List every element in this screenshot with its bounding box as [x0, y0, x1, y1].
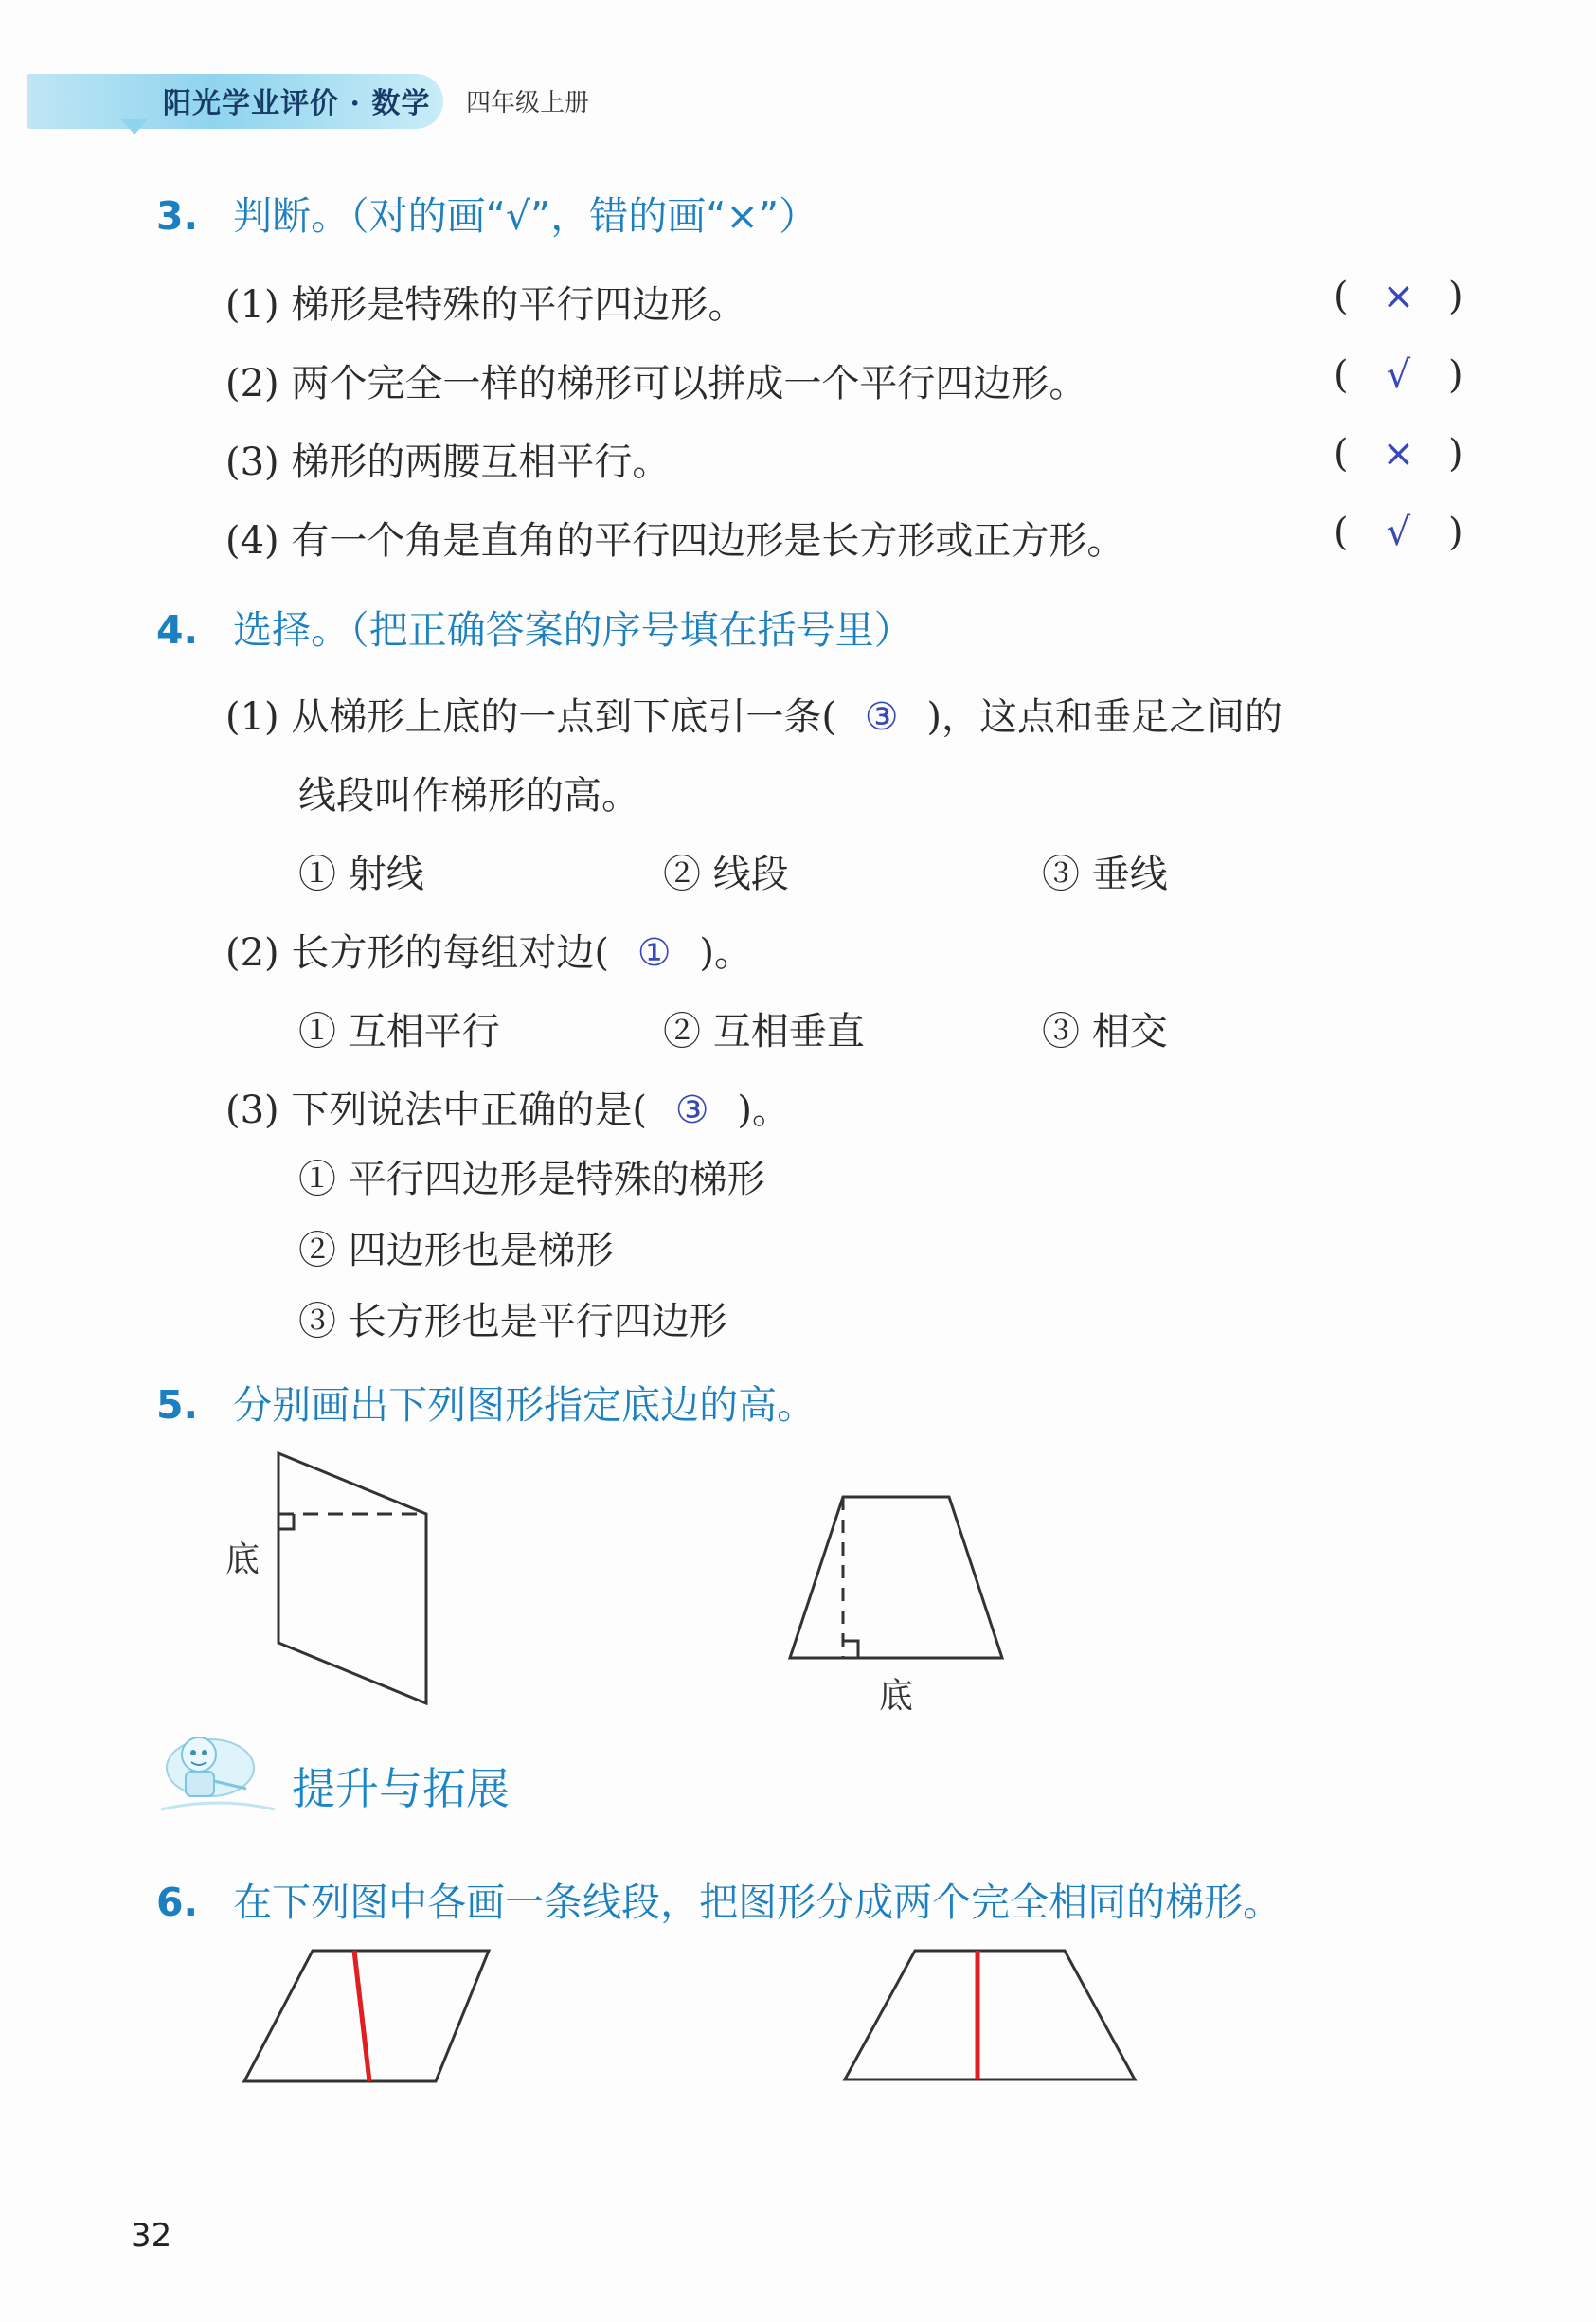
- q5-title: 分别画出下列图形指定底边的高。: [233, 1382, 816, 1428]
- q3-answer-3: ×: [1382, 432, 1415, 476]
- q5-trapezoid-figure: [767, 1478, 1051, 1734]
- q4-sub3-stem: (3) 下列说法中正确的是( ③ )。: [225, 1089, 791, 1132]
- book-title: 阳光学业评价 · 数学: [163, 87, 431, 120]
- q4-sub2-option-3: ③ 相交: [1042, 1010, 1168, 1053]
- trapezoid-shape: [790, 1497, 1002, 1658]
- q4-sub2-option-1: ① 互相平行: [298, 1010, 500, 1053]
- q6-number: 6.: [156, 1880, 199, 1925]
- q3-answer-paren-4: ( √ ): [1334, 511, 1463, 554]
- q4-sub2-option-2: ② 互相垂直: [663, 1010, 865, 1053]
- q4-sub1-answer: ③: [864, 695, 899, 739]
- extension-title: 提升与拓展: [292, 1763, 510, 1814]
- q3-answer-1: ×: [1382, 275, 1415, 318]
- base-label-right: 底: [879, 1677, 914, 1716]
- base-label-left: 底: [225, 1540, 260, 1579]
- q4-sub2-stem: (2) 长方形的每组对边( ① )。: [225, 931, 753, 975]
- q3-answer-paren-3: ( × ): [1334, 432, 1463, 476]
- q6-title-row: [156, 1871, 1282, 1927]
- q6-trapezoid-figure: [834, 1937, 1156, 2098]
- mascot-icon: [152, 1715, 294, 1828]
- page-number: 32: [131, 2217, 172, 2255]
- q3-answer-4: √: [1386, 511, 1411, 554]
- q3-title-row: [156, 185, 817, 241]
- q4-sub1-stem: (1) 从梯形上底的一点到下底引一条( ③ )，这点和垂足之间的: [225, 695, 1283, 739]
- q4-number: 4.: [156, 607, 199, 653]
- q4-sub1-stem-line2: 线段叫作梯形的高。: [298, 774, 639, 818]
- q5-title-row: [156, 1374, 816, 1430]
- q3-title: 判断。（对的画“√”，错的画“×”）: [233, 193, 818, 239]
- q4-title: 选择。（把正确答案的序号填在括号里）: [233, 607, 913, 653]
- q4-sub3-option-1: ① 平行四边形是特殊的梯形: [298, 1158, 765, 1201]
- q5-number: 5.: [156, 1382, 199, 1428]
- q3-item-3: (3) 梯形的两腰互相平行。: [225, 441, 671, 484]
- q6-parallelogram-figure: [237, 1937, 511, 2098]
- q4-sub1-option-1: ① 射线: [298, 853, 424, 896]
- q3-item-1: (1) 梯形是特殊的平行四边形。: [225, 283, 746, 327]
- header-drop-decoration: [121, 119, 148, 135]
- q4-sub1-option-2: ② 线段: [663, 853, 789, 896]
- q3-answer-paren-1: ( × ): [1334, 275, 1463, 318]
- q3-answer-paren-2: ( √ ): [1334, 353, 1463, 397]
- parallelogram-shape: [278, 1453, 426, 1703]
- right-angle-mark: [278, 1514, 294, 1529]
- q4-title-row: [156, 599, 913, 655]
- answer-cut-line: [354, 1951, 369, 2081]
- q4-sub3-answer: ③: [674, 1089, 709, 1132]
- q4-sub3-option-3: ③ 长方形也是平行四边形: [298, 1300, 727, 1343]
- q3-item-4: (4) 有一个角是直角的平行四边形是长方形或正方形。: [225, 519, 1125, 563]
- q4-sub2-answer: ①: [637, 931, 672, 975]
- trapezoid-shape: [845, 1951, 1135, 2079]
- q5-parallelogram-figure: [189, 1440, 493, 1724]
- q4-sub3-option-2: ② 四边形也是梯形: [298, 1229, 614, 1272]
- q3-number: 3.: [156, 193, 199, 239]
- grade-label: 四年级上册: [466, 89, 590, 117]
- q6-title: 在下列图中各画一条线段，把图形分成两个完全相同的梯形。: [233, 1880, 1282, 1925]
- q3-item-2: (2) 两个完全一样的梯形可以拼成一个平行四边形。: [225, 362, 1087, 405]
- right-angle-mark: [843, 1641, 858, 1658]
- q3-answer-2: √: [1386, 353, 1411, 397]
- q4-sub1-option-3: ③ 垂线: [1042, 853, 1168, 896]
